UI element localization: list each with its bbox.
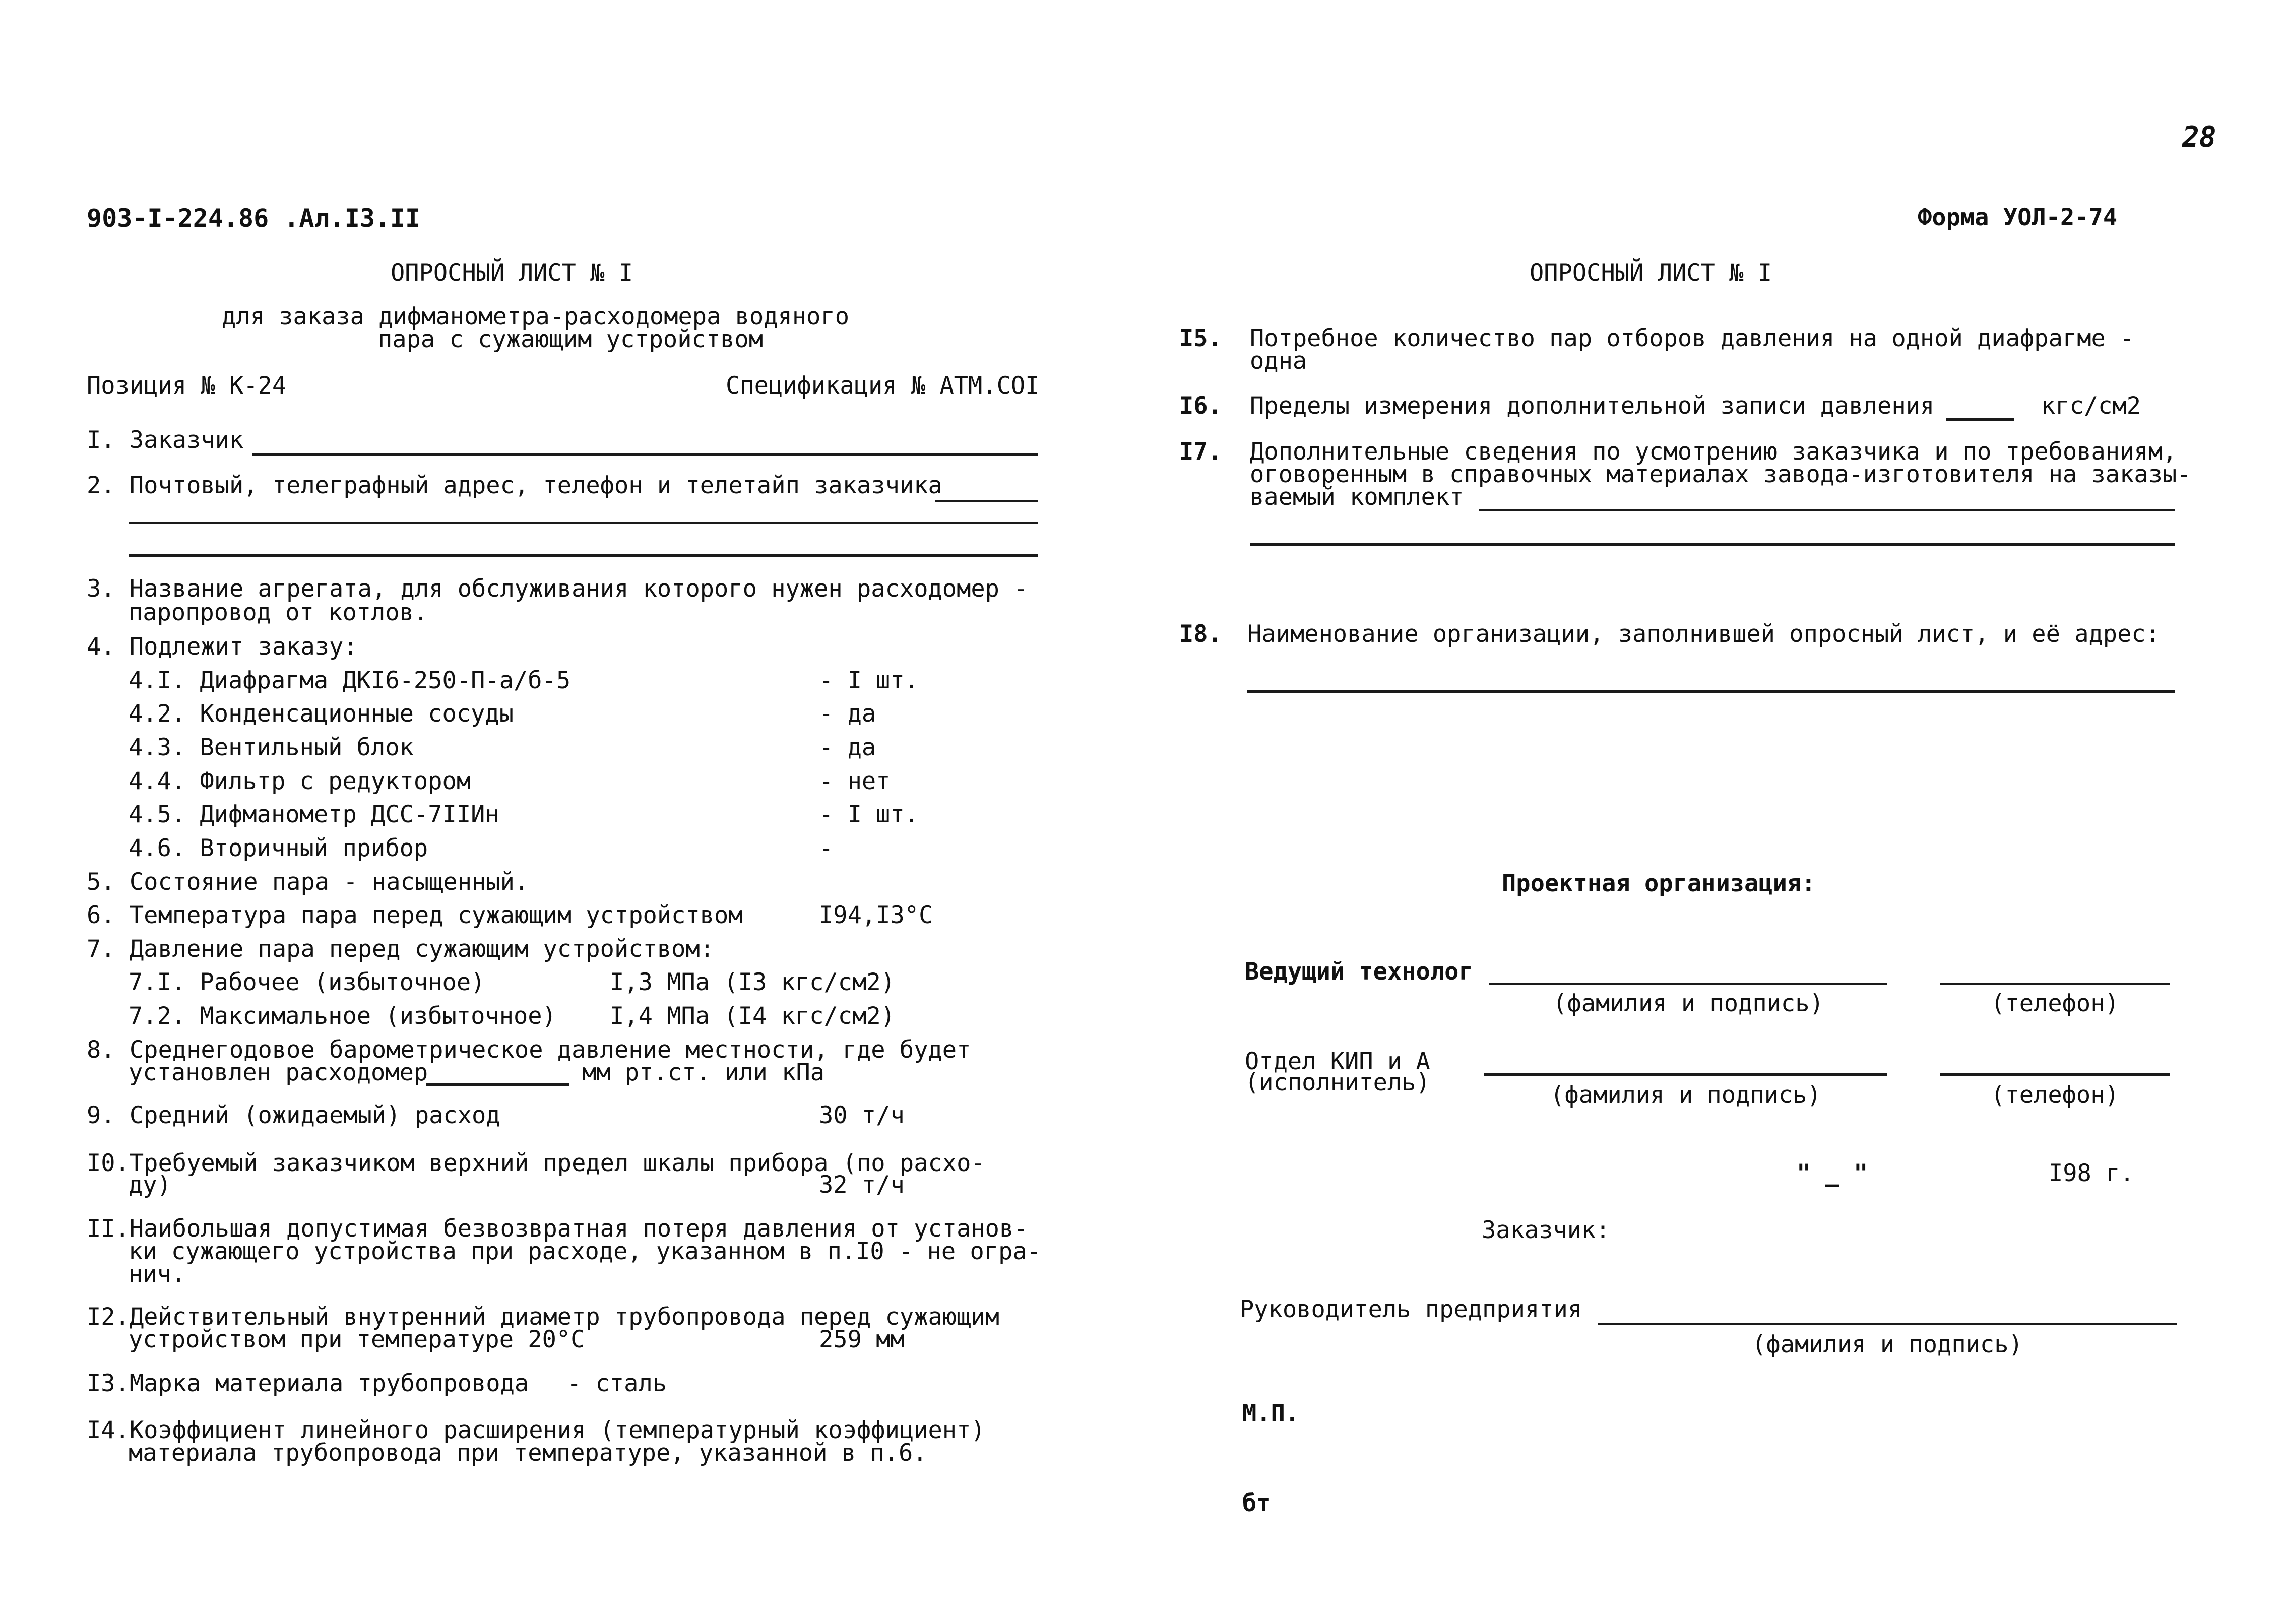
project-organization-heading: Проектная организация: (1502, 870, 1816, 897)
item-17-line-3: ваемый комплект (1250, 483, 1464, 511)
item-17-number: I7. (1179, 438, 1222, 466)
item-7-2-value: I,4 МПа (I4 кгс/см2) (610, 1002, 895, 1030)
item-11-line-3: нич. (129, 1260, 186, 1288)
lead-technologist-phone-line (1940, 983, 2170, 985)
date-quotes: " _ " (1797, 1159, 1868, 1187)
document-code: 903-I-224.86 .Ал.I3.II (87, 204, 421, 233)
item-12-line-1: I2.Действительный внутренний диаметр трубопровода перед сужающим (87, 1303, 999, 1331)
item-16-text: Пределы измерения дополнительной записи давления (1250, 392, 1935, 420)
item-1-customer: I. Заказчик (87, 426, 244, 454)
item-10-value: 32 т/ч (819, 1171, 905, 1199)
item-16-fill-line (1946, 418, 2014, 421)
item-11-line-2: ки сужающего устройства при расходе, указанном в п.I0 - не огра- (129, 1238, 1041, 1265)
bottom-mark: бт (1242, 1489, 1271, 1517)
item-12-line-2: устройством при температуре 20°С (129, 1326, 585, 1353)
kip-name-caption: (фамилия и подпись) (1550, 1081, 1821, 1109)
item-16-number: I6. (1179, 392, 1222, 420)
item-2-fill-line-1 (935, 500, 1038, 502)
item-4-5-value: - I шт. (819, 801, 919, 828)
lead-technologist-phone-caption: (телефон) (1991, 990, 2119, 1017)
item-16-unit: кгс/см2 (2041, 392, 2141, 420)
item-2-fill-line-2 (129, 522, 1038, 524)
item-4-6-value: - (819, 834, 834, 862)
item-2-address: 2. Почтовый, телеграфный адрес, телефон и телетайп заказчика (87, 472, 942, 499)
item-3-line-1: 3. Название агрегата, для обслуживания которого нужен расходомер - (87, 575, 1028, 603)
item-13-material: I3.Марка материала трубопровода (87, 1370, 529, 1397)
item-4-heading: 4. Подлежит заказу: (87, 633, 358, 661)
item-2-fill-line-3 (129, 554, 1038, 557)
form-code: Форма УОЛ-2-74 (1918, 204, 2118, 231)
lead-technologist-signature-line (1489, 983, 1887, 985)
item-4-2-label: 4.2. Конденсационные сосуды (129, 700, 514, 728)
item-1-fill-line (252, 453, 1038, 456)
item-7-2-label: 7.2. Максимальное (избыточное) (129, 1002, 556, 1030)
date-year: I98 г. (2049, 1159, 2134, 1187)
item-17-fill-line-1 (1479, 509, 2175, 511)
enterprise-head-signature-line (1598, 1323, 2177, 1325)
position-number: Позиция № К-24 (87, 372, 287, 400)
item-10-line-1: I0.Требуемый заказчиком верхний предел шкалы прибора (по расхо- (87, 1149, 985, 1177)
item-8-fill-line (426, 1083, 569, 1086)
item-10-line-2: ду) (129, 1171, 171, 1199)
item-17-line-1: Дополнительные сведения по усмотрению заказчика и по требованиям, (1250, 438, 2177, 466)
item-8-line-2b: мм рт.ст. или кПа (582, 1059, 825, 1086)
item-15-line-2: одна (1250, 347, 1307, 375)
kip-phone-caption: (телефон) (1991, 1081, 2119, 1109)
left-subtitle-line-1: для заказа дифманометра-расходомера водяного (222, 303, 850, 331)
lead-technologist-label: Ведущий технолог (1245, 958, 1473, 986)
item-5-steam-state: 5. Состояние пара - насыщенный. (87, 868, 529, 896)
item-4-4-label: 4.4. Фильтр с редуктором (129, 767, 471, 795)
item-12-value: 259 мм (819, 1326, 905, 1353)
item-4-6-label: 4.6. Вторичный прибор (129, 834, 428, 862)
item-6-temperature: 6. Температура пара перед сужающим устройством (87, 901, 743, 929)
right-title: ОПРОСНЫЙ ЛИСТ № I (1530, 259, 1772, 287)
item-4-1-value: - I шт. (819, 667, 919, 694)
specification-number: Спецификация № АТМ.COI (726, 372, 1040, 400)
enterprise-head-label: Руководитель предприятия (1240, 1295, 1582, 1323)
item-13-value: - сталь (567, 1370, 667, 1397)
enterprise-head-name-caption: (фамилия и подпись) (1752, 1331, 2023, 1358)
lead-technologist-name-caption: (фамилия и подпись) (1553, 990, 1824, 1017)
item-17-line-2: оговоренным в справочных материалах завода-изготовителя на заказы- (1250, 461, 2191, 488)
item-4-3-value: - да (819, 734, 876, 761)
item-7-pressure: 7. Давление пара перед сужающим устройством: (87, 935, 715, 963)
item-18-text: Наименование организации, заполнившей опросный лист, и её адрес: (1247, 620, 2160, 648)
kip-department-label-line-2: (исполнитель) (1245, 1069, 1430, 1096)
item-18-number: I8. (1179, 620, 1222, 648)
item-14-line-1: I4.Коэффициент линейного расширения (температурный коэффициент) (87, 1416, 985, 1444)
page-number: 28 (2182, 121, 2216, 154)
kip-phone-line (1940, 1073, 2170, 1076)
item-18-fill-line (1247, 690, 2175, 693)
item-7-1-value: I,3 МПа (I3 кгс/см2) (610, 968, 895, 996)
kip-department-label-line-1: Отдел КИП и А (1245, 1048, 1430, 1075)
item-4-2-value: - да (819, 700, 876, 728)
left-subtitle-line-2: пара с сужающим устройством (378, 326, 764, 353)
item-7-1-label: 7.I. Рабочее (избыточное) (129, 968, 485, 996)
item-8-line-2a: установлен расходомер (129, 1059, 428, 1086)
kip-signature-line (1484, 1073, 1887, 1076)
item-11-line-1: II.Наибольшая допустимая безвозвратная потеря давления от установ- (87, 1215, 1028, 1243)
left-title: ОПРОСНЫЙ ЛИСТ № I (391, 259, 633, 287)
item-14-line-2: материала трубопровода при температуре, указанной в п.6. (129, 1439, 927, 1467)
item-15-line-1: Потребное количество пар отборов давления на одной диафрагме - (1250, 324, 2134, 352)
item-4-3-label: 4.3. Вентильный блок (129, 734, 414, 761)
item-4-5-label: 4.5. Дифманометр ДСС-7IIИн (129, 801, 499, 828)
stamp-place-label: М.П. (1242, 1400, 1300, 1427)
item-8-line-1: 8. Среднегодовое барометрическое давление местности, где будет (87, 1036, 971, 1064)
item-15-number: I5. (1179, 324, 1222, 352)
item-6-value: I94,I3°С (819, 901, 933, 929)
item-17-fill-line-2 (1250, 543, 2175, 546)
item-4-4-value: - нет (819, 767, 891, 795)
item-9-value: 30 т/ч (819, 1101, 905, 1129)
item-3-line-2: паропровод от котлов. (129, 599, 428, 626)
item-9-flow: 9. Средний (ожидаемый) расход (87, 1101, 500, 1129)
customer-heading: Заказчик: (1482, 1216, 1610, 1244)
item-4-1-label: 4.I. Диафрагма ДКI6-250-П-а/б-5 (129, 667, 571, 694)
